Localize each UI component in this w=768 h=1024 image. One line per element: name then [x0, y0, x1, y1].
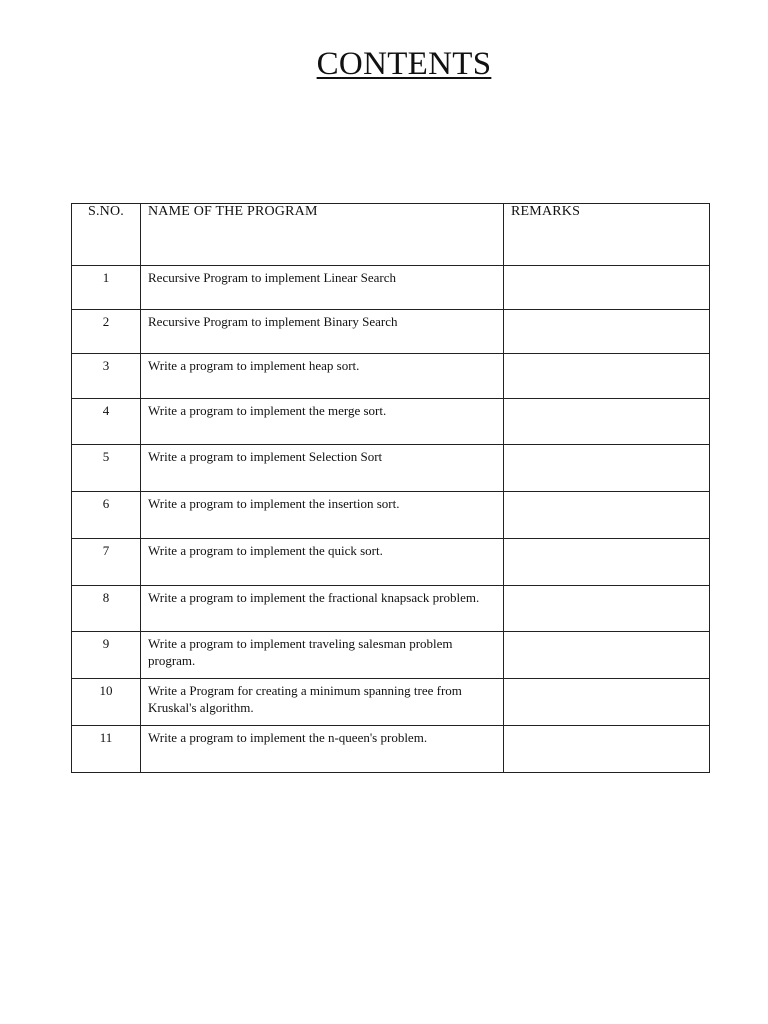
cell-remarks: [504, 726, 710, 773]
cell-sno: 4: [72, 399, 141, 445]
table-row: [72, 492, 710, 539]
cell-program-name: Write a program to implement the fractional knapsack problem.: [141, 586, 504, 632]
cell-sno: 7: [72, 539, 141, 586]
cell-sno: 2: [72, 310, 141, 354]
cell-program-name: Write a program to implement heap sort.: [141, 354, 504, 399]
cell-remarks: [504, 679, 710, 726]
cell-program-name: Write a program to implement Selection Sort: [141, 445, 504, 492]
table-row: [72, 266, 710, 310]
page-title: CONTENTS: [316, 46, 492, 82]
column-header-program-name: NAME OF THE PROGRAM: [141, 204, 504, 266]
table-row: [72, 679, 710, 726]
cell-sno: 10: [72, 679, 141, 726]
cell-remarks: [504, 539, 710, 586]
cell-sno: 1: [72, 266, 141, 310]
cell-program-name: Write a Program for creating a minimum spanning tree from Kruskal's algorithm.: [141, 679, 504, 726]
cell-program-name: Write a program to implement the insertion sort.: [141, 492, 504, 539]
table-row: [72, 354, 710, 399]
table-row: [72, 445, 710, 492]
cell-sno: 5: [72, 445, 141, 492]
cell-sno: 6: [72, 492, 141, 539]
cell-program-name: Write a program to implement the merge sort.: [141, 399, 504, 445]
cell-remarks: [504, 586, 710, 632]
cell-sno: 11: [72, 726, 141, 773]
cell-program-name: Write a program to implement traveling salesman problem program.: [141, 632, 504, 679]
table-row: [72, 539, 710, 586]
cell-program-name: Recursive Program to implement Binary Search: [141, 310, 504, 354]
cell-remarks: [504, 632, 710, 679]
cell-remarks: [504, 445, 710, 492]
table-row: [72, 310, 710, 354]
cell-program-name: Write a program to implement the n-queen's problem.: [141, 726, 504, 773]
table-row: [72, 586, 710, 632]
cell-remarks: [504, 310, 710, 354]
contents-table: [71, 203, 710, 773]
cell-sno: 3: [72, 354, 141, 399]
cell-remarks: [504, 492, 710, 539]
table-row: [72, 632, 710, 679]
table-row: [72, 399, 710, 445]
cell-remarks: [504, 266, 710, 310]
cell-remarks: [504, 399, 710, 445]
column-header-remarks: REMARKS: [504, 204, 710, 266]
cell-remarks: [504, 354, 710, 399]
cell-program-name: Write a program to implement the quick sort.: [141, 539, 504, 586]
cell-sno: 9: [72, 632, 141, 679]
cell-sno: 8: [72, 586, 141, 632]
table-header-row: [72, 204, 710, 266]
cell-program-name: Recursive Program to implement Linear Search: [141, 266, 504, 310]
column-header-sno: S.NO.: [72, 204, 141, 266]
table-row: [72, 726, 710, 773]
